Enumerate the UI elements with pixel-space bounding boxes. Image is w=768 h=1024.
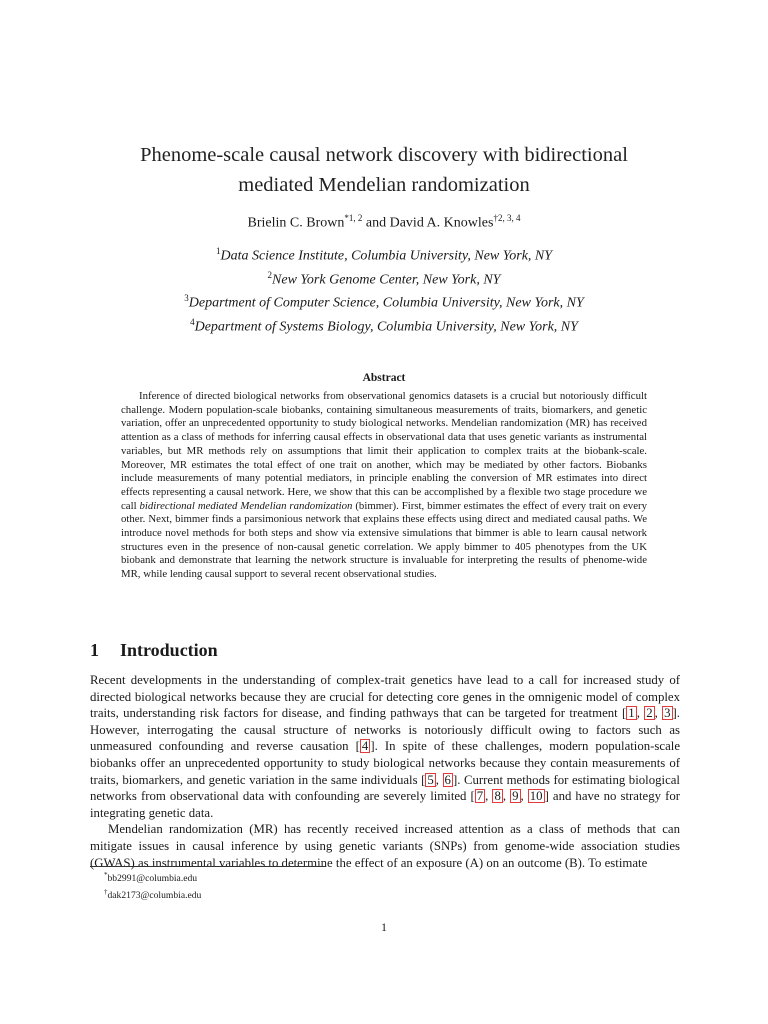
- author-connector: and: [362, 215, 390, 231]
- affiliation-4-num: 4: [190, 316, 195, 327]
- affiliation-3: [84, 289, 684, 313]
- footnote-1: [104, 869, 201, 886]
- citation-link[interactable]: 4: [361, 739, 369, 754]
- affiliation-2-num: 2: [267, 269, 273, 280]
- footnotes: [104, 869, 201, 902]
- intro-text: ]. In spite of these challenges, modern population-scale biobanks offer an unprecedented opportunity to study biological networks because they contain measurements of traits, biomarkers, and genetic variation in the same individuals [: [90, 739, 680, 787]
- author-1-name: Brielin C. Brown: [247, 215, 345, 231]
- citation-sep: ,: [654, 706, 663, 721]
- footnote-2-mark: †: [104, 887, 108, 896]
- abstract-heading: Abstract: [362, 372, 406, 384]
- intro-paragraph-1: [90, 672, 680, 821]
- page-number: 1: [381, 920, 387, 934]
- citation-link[interactable]: 1: [628, 706, 635, 721]
- affiliation-2-text: New York Genome Center, New York, NY: [272, 272, 501, 288]
- affiliation-2: [84, 266, 684, 290]
- intro-text: Recent developments in the understanding of complex-trait genetics have lead to a call for increased study of directed biological networks because they are crucial for detecting core genes in the omnigenic model of complex traits, understanding risk factors for disease, and finding pathways that can be targeted for treatment [: [90, 673, 680, 721]
- footnote-1-mark: *: [104, 871, 108, 879]
- paper-title: [84, 140, 684, 200]
- abstract-text-1: Inference of directed biological networks from observational genomics datasets is a crucial but notoriously difficult challenge. Modern population-scale biobanks, containing simultaneous measurements of traits, biomarkers, and genetic variation, offer an unprecedented opportunity to study biological networks. Mendelian randomization (MR) has received attention as a class of methods for inferring causal effects in observational data that uses genetic variants as instrumental variables, but MR methods rely on assumptions that limit their application to complex traits at the biobank-scale. Moreover, MR estimates the total effect of one trait on another, which may be mediated by other factors. Biobanks include measurements of many potential mediators, in principle enabling the conversion of MR estimates into direct effects representing a causal network. Here, we show that this can be accomplished by a flexible two stage procedure we call: [121, 390, 647, 512]
- citation-sep: ,: [520, 789, 528, 804]
- abstract-body: [121, 390, 647, 582]
- author-1-marks: *1, 2: [344, 213, 363, 223]
- introduction-body: [90, 672, 680, 871]
- abstract-method-name: bidirectional mediated Mendelian randomization: [139, 499, 353, 512]
- footnote-2-email: dak2173@columbia.edu: [107, 889, 202, 901]
- affiliation-3-num: 3: [184, 293, 189, 304]
- affiliation-1-text: Data Science Institute, Columbia University, New York, NY: [220, 248, 553, 264]
- citation-link[interactable]: 7: [476, 789, 484, 804]
- affiliation-1: [84, 242, 684, 266]
- affiliation-4: [84, 313, 684, 337]
- intro-text: ]. However, interrogating the causal structure of networks is notoriously difficult owing to factors such as unmeasured confounding and reverse causation [: [90, 706, 680, 754]
- citation-link[interactable]: 6: [444, 772, 451, 787]
- citation-sep: ,: [485, 789, 493, 804]
- title-line-1: Phenome-scale causal network discovery with bidirectional: [140, 144, 628, 166]
- footnote-rule: [90, 866, 326, 867]
- citation-link[interactable]: 10: [529, 789, 543, 804]
- citation-link[interactable]: 8: [494, 789, 501, 804]
- author-2-marks: †2, 3, 4: [493, 213, 521, 223]
- affiliations: [84, 242, 684, 337]
- footnote-2: [104, 886, 201, 903]
- intro-text: ]. Current methods for estimating biological networks from observational data with confounding are severely limited [: [90, 772, 680, 804]
- section-title: Introduction: [120, 640, 218, 660]
- intro-text: ] and have no strategy for integrating genetic data.: [90, 789, 680, 820]
- citation-link[interactable]: 5: [427, 772, 434, 787]
- author-2-name: David A. Knowles: [389, 215, 494, 231]
- citation-link[interactable]: 2: [646, 706, 653, 721]
- footnote-1-email: bb2991@columbia.edu: [107, 873, 198, 885]
- affiliation-3-text: Department of Computer Science, Columbia University, New York, NY: [188, 295, 584, 311]
- abstract-text-2: (bimmer). First, bimmer estimates the effect of every trait on every other. Next, bimmer finds a parsimonious network that explains these effects using direct and mediated causal paths. We introduce novel methods for both steps and show via extensive simulations that bimmer is able to learn causal network structures even in the presence of non-causal genetic correlation. We apply bimmer to 405 phenotypes from the UK biobank and demonstrate that learning the network structure is invaluable for interpreting the results of phenome-wide MR, while lending causal support to several recent observational studies.: [121, 499, 647, 581]
- citation-sep: ,: [435, 772, 443, 787]
- intro-paragraph-2: Mendelian randomization (MR) has recently received increased attention as a class of methods that can mitigate issues in causal inference by using genetic variants (SNPs) from genome-wide association studies (GWAS) as instrumental variables to determine the effect of an exposure (A) on an outcome (B). To estimate: [90, 822, 680, 870]
- title-line-2: mediated Mendelian randomization: [238, 174, 530, 196]
- citation-link[interactable]: 3: [664, 706, 671, 721]
- affiliation-1-num: 1: [215, 246, 221, 256]
- citation-sep: ,: [636, 706, 645, 721]
- section-heading-introduction: [90, 640, 218, 661]
- author-list: [84, 208, 684, 234]
- section-number: 1: [90, 640, 99, 660]
- citation-sep: ,: [502, 789, 511, 804]
- affiliation-4-text: Department of Systems Biology, Columbia University, New York, NY: [194, 319, 578, 335]
- citation-link[interactable]: 9: [512, 789, 519, 804]
